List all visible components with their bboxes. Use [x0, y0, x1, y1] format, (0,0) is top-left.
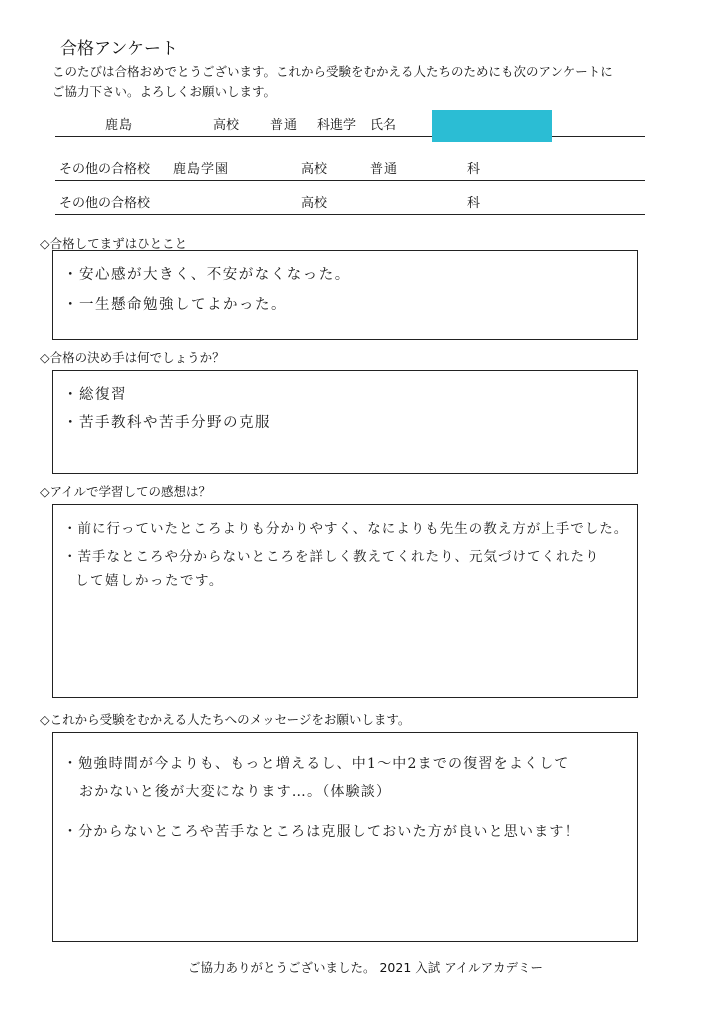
answer-line: ・苦手教科や苦手分野の克服	[63, 415, 271, 431]
answer-line: ・一生懸命勉強してよかった。	[63, 297, 287, 313]
intro-text	[52, 62, 692, 102]
question-label-2: ◇合格の決め手は何でしょうか？	[40, 350, 225, 365]
other-dept-suffix: 科	[467, 196, 481, 211]
answer-line: ・分からないところや苦手なところは克服しておいた方が良いと思います！	[63, 824, 580, 840]
answer-box-3	[52, 504, 638, 698]
footer-text: ご協力ありがとうございました。 2021 入試 アイルアカデミー	[188, 960, 543, 975]
other-dept-suffix: 科	[467, 162, 481, 177]
other-school-row-2	[55, 190, 645, 215]
other-course-name: 普通	[370, 162, 399, 177]
answer-line: ・前に行っていたところよりも分かりやすく、なによりも先生の教え方が上手でした。	[63, 521, 629, 537]
answer-line: ・安心感が大きく、不安がなくなった。	[63, 267, 351, 283]
answer-box-4	[52, 732, 638, 942]
answer-line: ・苦手なところや分からないところを詳しく教えてくれたり、元気づけてくれたり	[63, 549, 600, 565]
dept-label: 科進学	[317, 118, 357, 133]
other-school-row-1	[55, 156, 645, 181]
answer-line: ・勉強時間が今よりも、もっと増えるし、中1〜中2までの復習をよくして	[63, 756, 570, 772]
intro-line-1: このたびは合格おめでとうございます。これから受験をむかえる人たちのためにも次のアンケートに	[52, 64, 613, 79]
answer-line: して嬉しかったです。	[75, 573, 224, 589]
survey-title: 合格アンケート	[60, 39, 178, 59]
question-label-3: ◇アイルで学習しての感想は？	[40, 484, 211, 499]
answer-box-1	[52, 250, 638, 340]
answer-line: ・総復習	[63, 387, 127, 403]
name-label: 氏名	[370, 118, 397, 133]
other-school-label: その他の合格校	[59, 162, 151, 177]
school-suffix: 高校	[213, 118, 240, 133]
question-label-4: ◇これから受験をむかえる人たちへのメッセージをお願いします。	[40, 712, 411, 727]
name-underline	[552, 136, 645, 137]
school-row	[55, 112, 645, 137]
other-school-suffix: 高校	[301, 196, 328, 211]
school-name: 鹿島	[105, 118, 134, 133]
course-name: 普通	[270, 118, 299, 133]
other-school-name: 鹿島学園	[173, 162, 230, 177]
answer-box-2	[52, 370, 638, 474]
other-school-label: その他の合格校	[59, 196, 151, 211]
other-school-suffix: 高校	[301, 162, 328, 177]
name-redaction	[432, 110, 552, 142]
answer-line: おかないと後が大変になります…。（体験談）	[79, 784, 392, 800]
question-label-1: ◇合格してまずはひとこと	[40, 236, 188, 251]
intro-line-2: ご協力下さい。よろしくお願いします。	[52, 84, 277, 99]
